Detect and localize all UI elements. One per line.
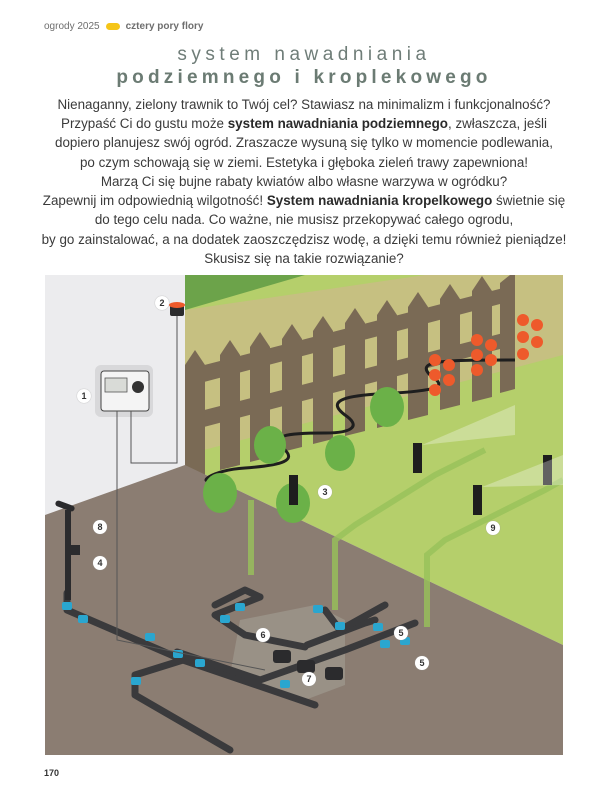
bold-term: System nawadniania kropelkowego bbox=[266, 193, 493, 209]
callout-3-drip-line: 3 bbox=[318, 485, 332, 499]
callout-9-pop-up-sprinkler: 9 bbox=[486, 521, 500, 535]
page-title-line2: podziemnego i kroplekowego bbox=[116, 67, 492, 88]
text-line: do tego celu nada. Co ważne, nie musisz przekopywać całego ogrodu, bbox=[94, 212, 514, 228]
text-line: Nienaganny, zielony trawnik to Twój cel? Stawiasz na minimalizm i funkcjonalność? bbox=[57, 97, 551, 112]
text-line: by go zainstalować, a na dodatek zaoszczędzisz wodę, a dzięki temu również pieniądze! bbox=[41, 231, 567, 247]
page-title-line1: system nawadniania bbox=[177, 44, 431, 65]
text-line: Skusisz się na takie rozwiązanie? bbox=[204, 250, 404, 266]
text-line: Marzą Ci się bujne rabaty kwiatów albo własne warzywa w ogródku? bbox=[100, 174, 508, 189]
text-line: dopiero planujesz swój ogród. Zraszacze wysuną się tylko w momencie podlewania, bbox=[55, 135, 553, 151]
magazine-name: ogrody 2025 bbox=[44, 21, 100, 32]
section-name: cztery pory flory bbox=[125, 21, 204, 32]
intro-paragraph-underground bbox=[20, 95, 588, 172]
yellow-pill-icon bbox=[106, 23, 120, 30]
callout-7-solenoid-valves: 7 bbox=[302, 672, 316, 686]
text-line: po czym schowają się w ziemi. Estetyka i głęboka zieleń trawy zapewniona! bbox=[79, 154, 529, 170]
bold-term: system nawadniania podziemnego bbox=[227, 116, 448, 132]
callout-5-connector: 5 bbox=[394, 626, 408, 640]
text-line: Przypaść Ci do gustu może system nawadniania podziemnego, zwłaszcza, jeśli bbox=[61, 116, 547, 132]
callout-6-valve-box: 6 bbox=[256, 628, 270, 642]
irrigation-illustration bbox=[45, 275, 563, 755]
running-header bbox=[44, 21, 203, 32]
text-line: Zapewnij im odpowiednią wilgotność! System nawadniania kropelkowego świetnie się bbox=[42, 193, 566, 209]
page-number: 170 bbox=[44, 768, 60, 778]
callout-5-connector-lower: 5 bbox=[415, 656, 429, 670]
callout-8-tap: 8 bbox=[93, 520, 107, 534]
callout-4-valve: 4 bbox=[93, 556, 107, 570]
callout-2-rain-sensor: 2 bbox=[155, 296, 169, 310]
intro-paragraph-drip bbox=[20, 172, 588, 268]
callout-1-controller: 1 bbox=[77, 389, 91, 403]
